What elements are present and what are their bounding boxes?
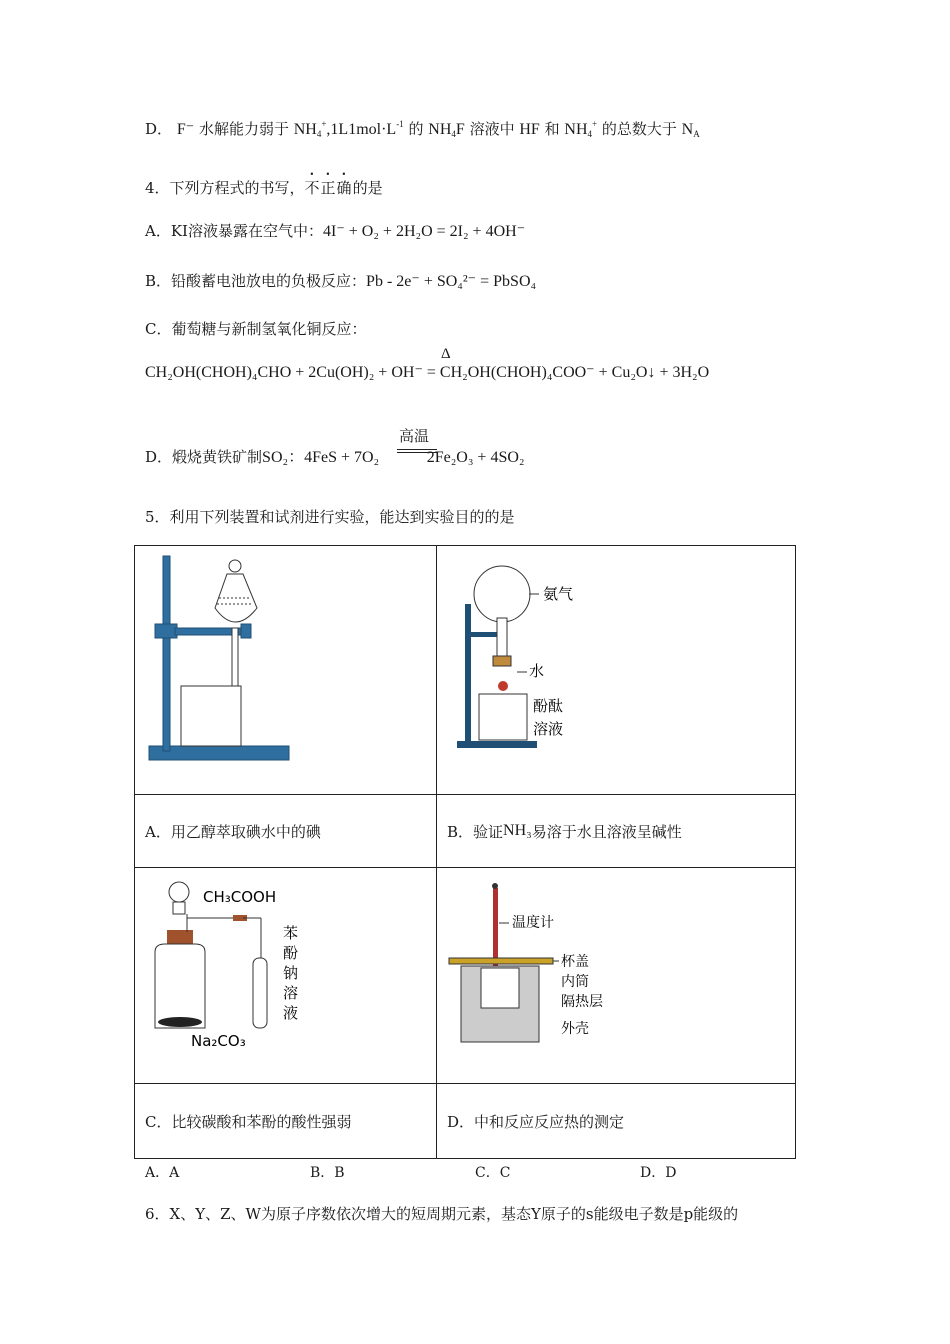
q4-option-c-equation: CH₂OH(CHOH)₄CHO + 2Cu(OH)₂ + OH⁻ = CH₂OH(CHOH)₄COO⁻ + Cu₂O↓ + 3H₂O [145,364,710,381]
label-soln-1: 苯 [283,924,299,942]
experiment-table [134,545,796,1159]
ammonia-fountain-figure [437,546,793,793]
figure-a-cell [135,546,437,795]
equal-sign-arrow [397,449,437,453]
delta-symbol: Δ [441,346,451,362]
label-thermometer: 温度计 [512,915,554,931]
figure-d-cell [437,868,795,1084]
caption-c: C．比较碳酸和苯酚的酸性强弱 [135,1084,437,1158]
answer-option-b: B．B [310,1165,345,1181]
q3-option-d: D． F⁻ 水解能力弱于 $NH_4^+,1L1mol\cdot L^{-1}$ 的 $NH_4F$ 溶液中 HF 和 $NH_4^+$ 的总数大于 $N_A$ [145,119,700,139]
caption-b: B．验证 NH₃ 易溶于水且溶液呈碱性 [437,795,795,868]
label-inner-cup: 内筒 [561,974,589,990]
q4-option-a: A．KI溶液暴露在空气中：4I⁻ + O₂ + 2H₂O = 2I₂ + 4OH⁻ [145,222,526,240]
caption-d: D．中和反应反应热的测定 [447,1112,625,1131]
q4-option-d: D．煅烧黄铁矿制SO₂：4FeS + 7O₂ 2Fe₂O₃ + 4SO₂ [145,448,525,466]
answer-option-a: A．A [145,1165,180,1181]
acid-strength-figure [135,868,435,1082]
label-acetic-acid: CH₃COOH [203,888,277,906]
emphasis-text: 不正确 [304,179,353,197]
label-solution: 溶液 [533,720,564,738]
label-soln-5: 液 [283,1004,299,1022]
calorimeter-figure [437,868,793,1082]
label-sodium-carbonate: Na₂CO₃ [191,1032,246,1050]
label-shell: 外壳 [561,1021,589,1037]
label-soln-2: 酚 [283,944,299,962]
caption-a: A．用乙醇萃取碘水中的碘 [135,795,437,868]
label-water: 水 [529,662,545,680]
q6-stem: 6．X、Y、Z、W为原子序数依次增大的短周期元素，基态Y原子的s能级电子数是p能级的 [145,1205,739,1223]
label-lid: 杯盖 [561,954,589,970]
reaction-condition: 高温 [399,427,430,445]
answer-option-c: C．C [475,1165,511,1181]
separatory-funnel-figure [135,546,435,793]
label-soln-3: 钠 [283,964,299,982]
figure-b-cell [437,546,795,795]
q4-option-c: C．葡萄糖与新制氢氧化铜反应： [145,320,367,338]
label-insulation: 隔热层 [561,994,603,1010]
answer-option-d: D．D [640,1165,677,1181]
label-soln-4: 溶 [283,984,299,1002]
label-phenolphthalein: 酚酞 [533,697,564,715]
figure-c-cell [135,868,437,1084]
q4-stem: 4．下列方程式的书写，不正确的是 [145,179,383,197]
q4-option-b: B．铅酸蓄电池放电的负极反应：Pb - 2e⁻ + SO₄²⁻ = PbSO₄ [145,272,537,290]
label-ammonia: 氨气 [543,585,574,603]
q5-stem: 5．利用下列装置和试剂进行实验，能达到实验目的的是 [145,508,515,526]
